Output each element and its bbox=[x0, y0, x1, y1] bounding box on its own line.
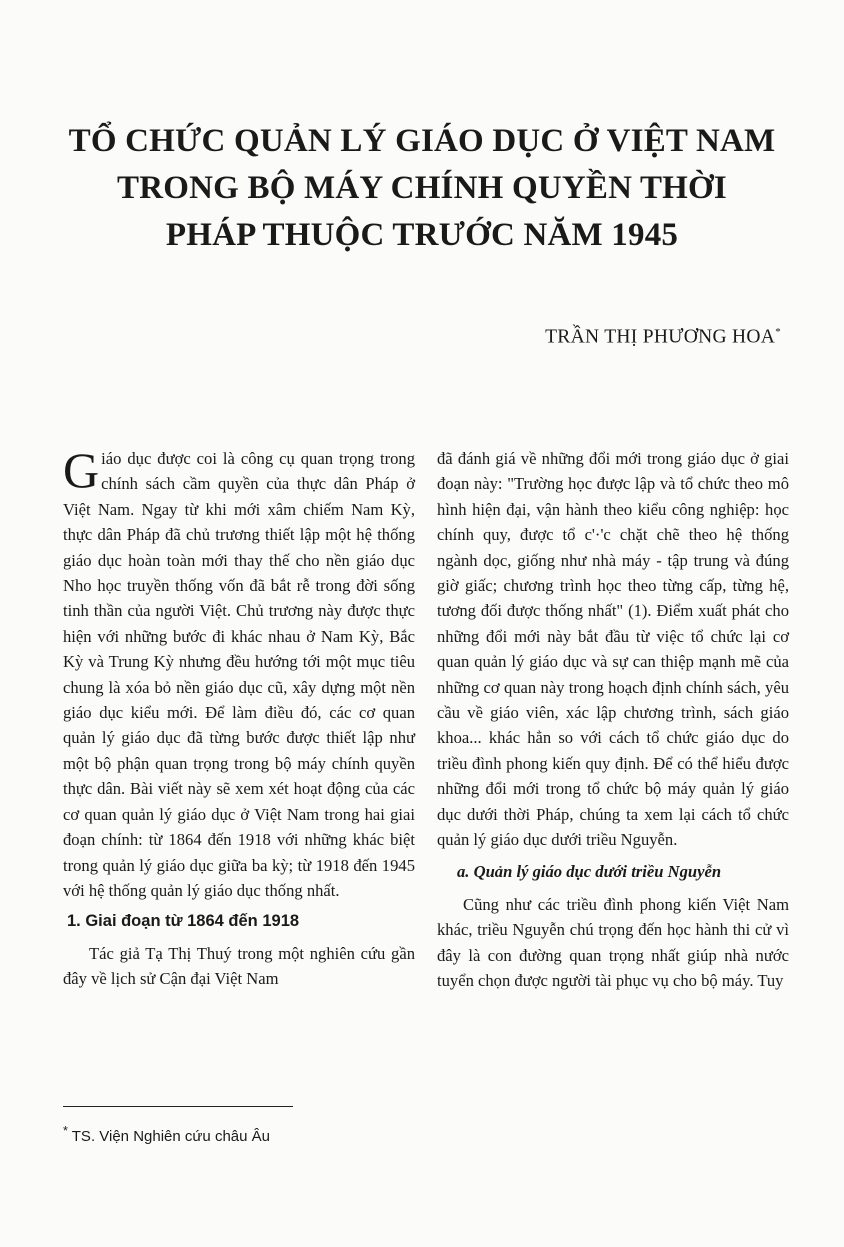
footnote-text: TS. Viện Nghiên cứu châu Âu bbox=[67, 1128, 270, 1145]
body-paragraph-2-cont: đã đánh giá về những đổi mới trong giáo dục ở giai đoạn này: "Trường học được lập và tổ chức theo mô hình hiện đại, vận hành theo kiểu công nghiệp: học chính quy, được tổ c'·'c chặt chẽ theo hệ thống ngành dọc, giống như nhà máy - tập trung và đúng giờ giấc; chương trình học theo từng cấp, từng hệ, tương đối được thống nhất" (1). Điểm xuất phát cho những đổi mới này bắt đầu từ việc tổ chức lại cơ quan quản lý giáo dục và sự can thiệp mạnh mẽ của những cơ quan này trong hoạch định chính sách, yêu cầu về giáo viên, xác lập chương trình, sách giáo khoa... khác hẳn so với cách tổ chức giáo dục do triều đình phong kiến quy định. Để có thể hiểu được những đổi mới trong tổ chức bộ máy quản lý giáo dục dưới thời Pháp, chúng ta xem lại cách tổ chức quản lý giáo dục dưới triều Nguyễn. bbox=[437, 449, 789, 850]
footnote-divider bbox=[63, 1106, 293, 1107]
title-line-3: PHÁP THUỘC TRƯỚC NĂM 1945 bbox=[165, 217, 679, 253]
intro-paragraph bbox=[63, 442, 415, 903]
footnote-marker: * bbox=[63, 1124, 68, 1138]
text-column-right bbox=[437, 446, 789, 994]
text-column-left bbox=[63, 442, 415, 992]
title-line-1: TỔ CHỨC QUẢN LÝ GIÁO DỤC Ở VIỆT NAM bbox=[68, 123, 776, 159]
author-name: TRẦN THỊ PHƯƠNG HOA bbox=[545, 326, 776, 348]
body-paragraph-2-start: Tác giả Tạ Thị Thuý trong một nghiên cứu gần đây về lịch sử Cận đại Việt Nam bbox=[63, 943, 415, 989]
intro-paragraph-text: iáo dục được coi là công cụ quan trọng trong chính sách cầm quyền của thực dân Pháp ở Việt Nam. Ngay từ khi mới xâm chiếm Nam Kỳ, thực dân Pháp đã chủ trương thiết lập một hệ thống giáo dục hoàn toàn mới thay thế cho nền giáo dục Nho học truyền thống vốn đã bắt rễ trong đời sống tinh thần của người Việt. Chủ trương này được thực hiện với những bước đi khác nhau ở Nam Kỳ, Bắc Kỳ và Trung Kỳ nhưng đều hướng tới một mục tiêu chung là xóa bỏ nền giáo dục cũ, xây dựng một nền giáo dục kiểu mới. Để làm điều đó, các cơ quan quản lý giáo dục đã từng bước được thiết lập như một bộ phận quan trọng trong bộ máy chính quyền thực dân. Bài viết này sẽ xem xét hoạt động của các cơ quan quản lý giáo dục ở Việt Nam trong hai giai đoạn chính: từ 1864 đến 1918 với những khác biệt trong quản lý giáo dục giữa ba kỳ; từ 1918 đến 1945 với hệ thống quản lý giáo dục thống nhất. bbox=[63, 449, 415, 900]
section-heading-1: 1. Giai đoạn từ 1864 đến 1918 bbox=[67, 912, 300, 931]
body-paragraph-3: Cũng như các triều đình phong kiến Việt Nam khác, triều Nguyễn chú trọng đến học hành thi cử vì đây là con đường quan trọng nhất giúp nhà nước tuyển chọn được người tài phục vụ cho bộ máy. Tuy bbox=[437, 894, 789, 991]
drop-cap: G bbox=[63, 442, 100, 498]
author-footnote-marker: * bbox=[775, 326, 781, 338]
footnote bbox=[63, 1124, 270, 1145]
title-line-2: TRONG BỘ MÁY CHÍNH QUYỀN THỜI bbox=[117, 170, 727, 206]
author-byline bbox=[545, 326, 781, 349]
subsection-heading-a: a. Quản lý giáo dục dưới triều Nguyễn bbox=[457, 861, 722, 881]
article-title bbox=[40, 118, 804, 259]
